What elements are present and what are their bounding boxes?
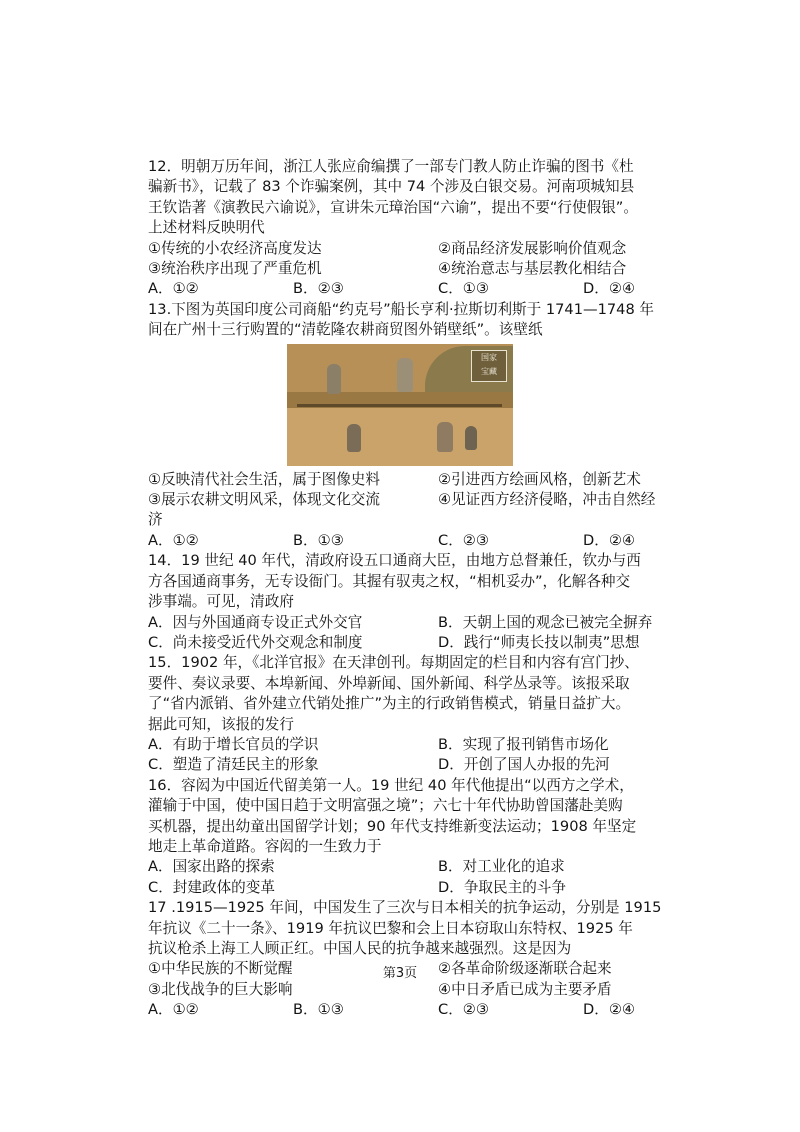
option-c: C．②③ [438, 531, 489, 549]
option-b: B．①③ [293, 531, 344, 549]
statement: ③统治秩序出现了严重危机 [148, 260, 322, 278]
question-text-line: 据此可知，该报的发行 [148, 715, 294, 733]
statement: ②各革命阶级逐渐联合起来 [438, 960, 612, 978]
questions [148, 157, 688, 1021]
option-a: A．①② [148, 280, 199, 298]
statement: ④统治意志与基层教化相结合 [438, 260, 627, 278]
question-text-line: 了“省内派销、省外建立代销处推广”为主的行政销售模式，销量日益扩大。 [148, 695, 631, 713]
option-row [148, 857, 688, 877]
image-field-border [297, 404, 502, 407]
statement: ①中华民族的不断觉醒 [148, 960, 293, 978]
option-c: C．尚未接受近代外交观念和制度 [148, 633, 363, 651]
option-b: B．②③ [293, 280, 344, 298]
question-text-line: 间在广州十三行购置的“清乾隆农耕商贸图外销壁纸”。该壁纸 [148, 321, 543, 339]
question-text-line: 地走上革命道路。容闳的一生致力于 [148, 837, 382, 855]
image-watermark-stamp: 国家 宝藏 [471, 350, 507, 382]
statement: ④见证西方经济侵略，冲击自然经 [438, 491, 656, 509]
question-text-line: 17 .1915—1925 年间，中国发生了三次与日本相关的抗争运动，分别是 1915 [148, 899, 662, 917]
image-field-lower [287, 408, 513, 466]
option-d: D．②④ [583, 280, 635, 298]
option-d: D．②④ [583, 531, 635, 549]
question-text-line: 13.下图为英国印度公司商船“约克号”船长亨利·拉斯切利斯于 1741—1748 年 [148, 300, 654, 318]
question-16 [148, 776, 688, 898]
statement: ①反映清代社会生活，属于图像史料 [148, 470, 380, 488]
question-text-line: 12．明朝万历年间，浙江人张应俞编撰了一部专门教人防止诈骗的图书《杜 [148, 158, 634, 175]
option-c: C．塑造了清廷民主的形象 [148, 756, 319, 774]
option-a: A．有助于增长官员的学识 [148, 735, 319, 753]
question-text-line: 上述材料反映明代 [148, 219, 265, 237]
image-farmer-figure [327, 364, 341, 394]
question-text-line: 16．容闳为中国近代留美第一人。19 世纪 40 年代他提出“以西方之学术， [148, 776, 634, 794]
statement: ③北伐战争的巨大影响 [148, 980, 293, 998]
option-row [148, 878, 688, 898]
option-b: B．实现了报刊销售市场化 [438, 735, 609, 753]
wallpaper-image [287, 344, 513, 466]
question-text-line: 年抗议《二十一条》、1919 年抗议巴黎和会上日本窃取山东特权、1925 年 [148, 919, 633, 937]
question-text-line: 15．1902 年，《北洋官报》在天津创刊。每期固定的栏目和内容有宫门抄、 [148, 654, 639, 672]
option-d: D．开创了国人办报的先河 [438, 756, 610, 774]
statement-row [148, 239, 688, 259]
question-13 [148, 300, 688, 551]
option-a: A．因与外国通商专设正式外交官 [148, 613, 363, 631]
question-14 [148, 551, 688, 653]
option-row [148, 613, 688, 633]
option-c: C．封建政体的变革 [148, 878, 275, 896]
question-text-line: 灌输于中国，使中国日趋于文明富强之境”；六七十年代协助曾国藩赴美购 [148, 797, 623, 815]
option-c: C．②③ [438, 1001, 489, 1019]
option-b: B．天朝上国的观念已被完全摒弃 [438, 613, 653, 631]
image-farmer-figure [437, 422, 453, 452]
option-a: A．国家出路的探索 [148, 858, 275, 876]
question-text-line: 买机器，提出幼童出国留学计划；90 年代支持维新变法运动；1908 年坚定 [148, 817, 637, 835]
question-text-line: 王钦诰著《演教民六谕说》，宣讲朱元璋治国“六谕”，提出不要“行使假银”。 [148, 198, 638, 216]
page-number: 第3页 [382, 966, 418, 981]
option-row [148, 531, 688, 551]
statement-row [148, 259, 688, 279]
statement-continuation: 济 [148, 511, 163, 529]
option-b: B．对工业化的追求 [438, 858, 565, 876]
option-a: A．①② [148, 1001, 199, 1019]
question-text-line: 方各国通商事务，无专设衙门。其握有驭夷之权，“相机妥办”，化解各种交 [148, 572, 631, 590]
statement: ②引进西方绘画风格，创新艺术 [438, 470, 641, 488]
image-farmer-figure [465, 426, 477, 450]
statement: ②商品经济发展影响价值观念 [438, 239, 627, 257]
question-text-line: 14．19 世纪 40 年代，清政府设五口通商大臣，由地方总督兼任，钦办与西 [148, 552, 641, 570]
question-text-line: 要件、奏议录要、本埠新闻、外埠新闻、国外新闻、科学丛录等。该报采取 [148, 674, 630, 692]
image-farmer-figure [347, 424, 361, 452]
question-text-line: 涉事端。可见，清政府 [148, 593, 294, 611]
statement: ①传统的小农经济高度发达 [148, 239, 322, 257]
option-b: B．①③ [293, 1001, 344, 1019]
statement-row [148, 490, 688, 510]
option-row [148, 279, 688, 299]
option-row [148, 735, 688, 755]
question-text-line: 骗新书》，记载了 83 个诈骗案例，其中 74 个涉及白银交易。河南项城知县 [148, 178, 635, 196]
question-12 [148, 157, 688, 300]
question-text-line: 抗议枪杀上海工人顾正红。中国人民的抗争越来越强烈。这是因为 [148, 940, 572, 957]
question-17 [148, 898, 688, 1020]
question-15 [148, 653, 688, 775]
option-a: A．①② [148, 531, 199, 549]
option-row [148, 1000, 688, 1020]
option-c: C．①③ [438, 280, 489, 298]
option-row [148, 755, 688, 775]
image-farmer-figure [397, 358, 413, 392]
option-d: D．践行“师夷长技以制夷”思想 [438, 633, 640, 651]
option-d: D．②④ [583, 1001, 635, 1019]
statement-row [148, 470, 688, 490]
option-d: D．争取民主的斗争 [438, 878, 566, 896]
statement: ④中日矛盾已成为主要矛盾 [438, 980, 612, 998]
statement: ③展示农耕文明风采，体现文化交流 [148, 491, 380, 509]
option-row [148, 633, 688, 653]
